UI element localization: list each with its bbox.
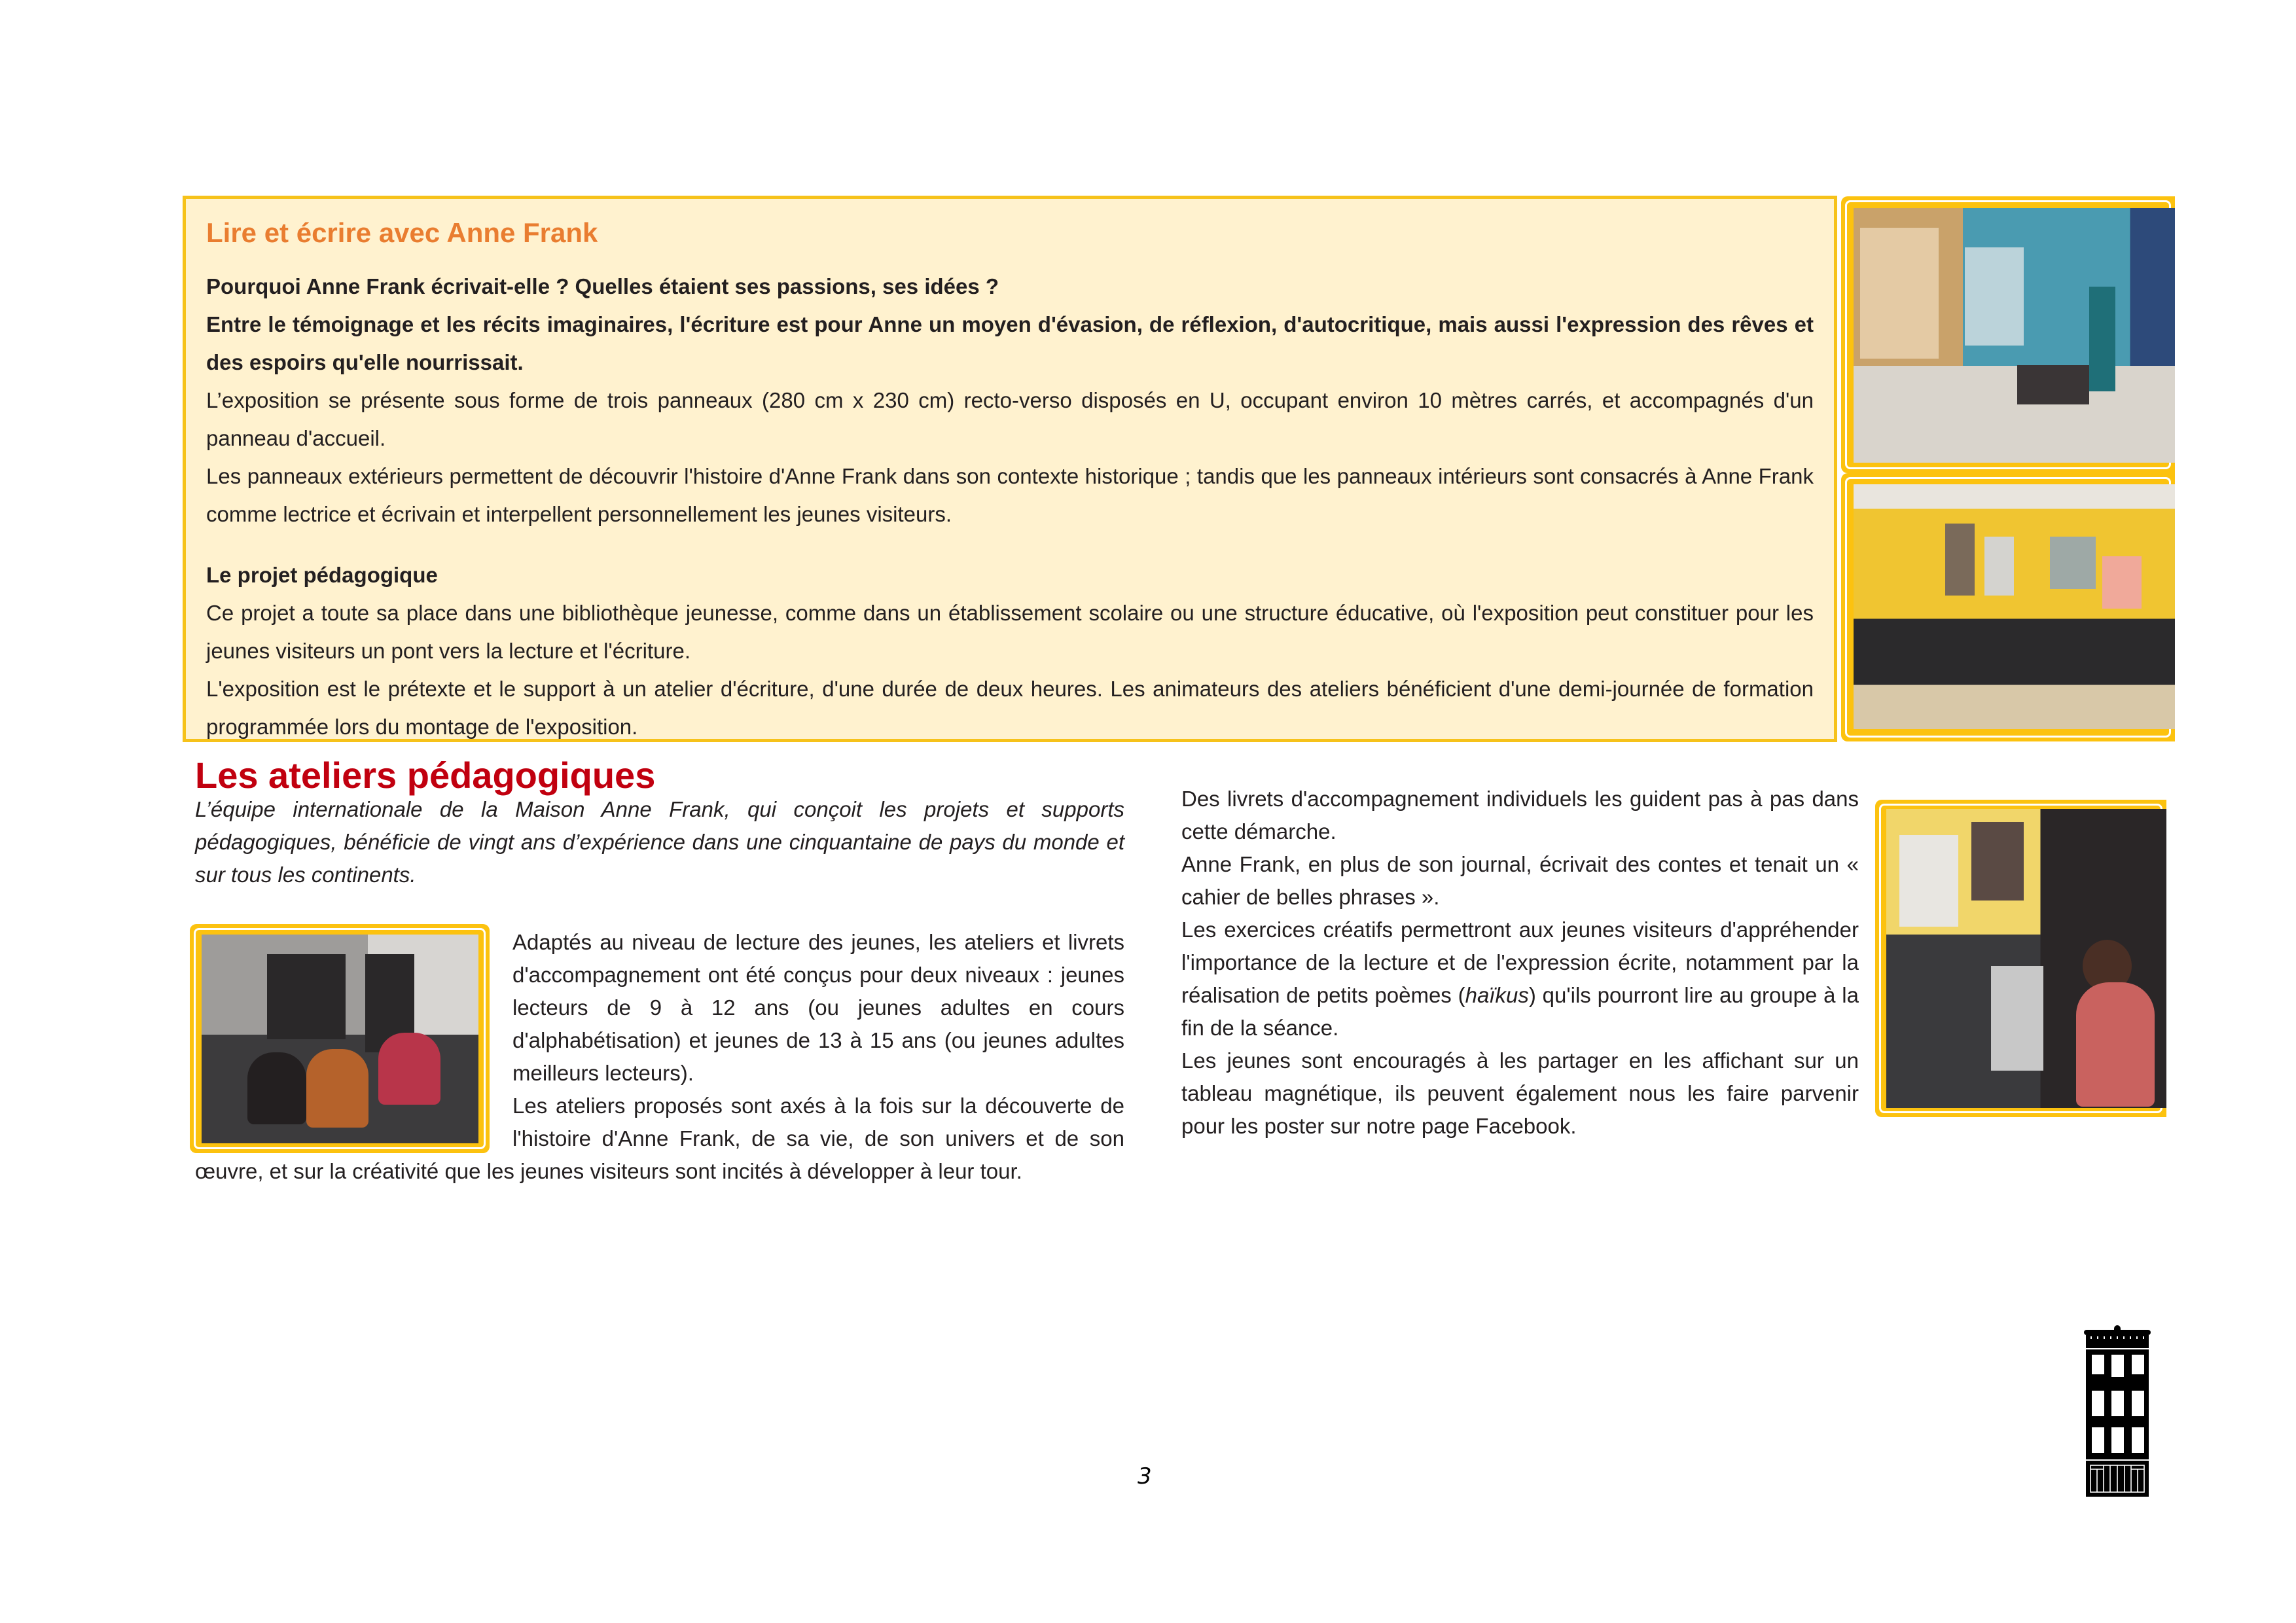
project-section [206,556,1814,742]
workshops-right-text [1181,783,1859,1143]
exhibition-description: L’exposition se présente sous forme de trois panneaux (280 cm x 230 cm) recto-verso disposés en U, occupant environ 10 mètres carrés, et accompagnés d'un panneau d'accueil. [206,388,1814,450]
sharing-paragraph: Les jeunes sont encouragés à les partager en les affichant sur un tableau magnétique, ils peuvent également nous les faire parvenir pour les poster sur notre page Facebook. [1181,1048,1859,1138]
anne-frank-house-logo-icon [2084,1325,2151,1497]
info-box-intro [206,268,1814,533]
levels-paragraph: Adaptés au niveau de lecture des jeunes, les ateliers et livrets d'accompagnement ont été conçus pour deux niveaux : jeunes lecteurs de 9 à 12 ans (ou jeunes adultes en cours d'alphabétisation) et jeunes de 13 à 15 ans (ou jeunes adultes meilleurs lecteurs). [512,930,1124,1085]
workshops-intro: L’équipe internationale de la Maison Anne Frank, qui conçoit les projets et supports pédagogiques, bénéficie de vingt ans d’expérience dans une cinquantaine de pays du monde et sur tous les continents. [195,797,1124,887]
workshops-focus-paragraph: Les ateliers proposés sont axés à la fois sur la découverte de l'histoire d'Anne Frank, de sa vie, de son univers et de son œuvre, et sur la créativité que les jeunes visiteurs sont incités à développer à leur tour. [195,1094,1124,1183]
girl-reading-photo [1886,809,2166,1108]
photo-frame [1875,800,2166,1117]
project-paragraph: L'exposition est le prétexte et le support à un atelier d'écriture, d'une durée de deux heures. Les animateurs des ateliers bénéficient d'une demi-journée de formation programmée lors du montage de l'exposition. [206,677,1814,739]
project-paragraph: Ce projet a toute sa place dans une bibliothèque jeunesse, comme dans un établissement scolaire ou une structure éducative, où l'exposition peut constituer pour les jeunes visiteurs un pont vers la lecture et l'écriture. [206,601,1814,663]
panels-description: Les panneaux extérieurs permettent de découvrir l'histoire d'Anne Frank dans son contexte historique ; tandis que les panneaux intérieurs sont consacrés à Anne Frank comme lectrice et écrivain et interpellent personnellement les jeunes visiteurs. [206,464,1814,526]
anne-writing-paragraph: Anne Frank, en plus de son journal, écrivait des contes et tenait un « cahier de belles phrases ». [1181,852,1859,909]
bold-question: Pourquoi Anne Frank écrivait-elle ? Quelles étaient ses passions, ses idées ? [206,274,999,298]
photo-frame [1841,196,2175,473]
exhibition-photo-visitors [1854,208,2175,463]
page-number: 3 [1138,1463,1152,1489]
exercises-text-end: ) qu'ils pourront lire au groupe à la fin de la séance. [1181,983,1859,1040]
project-heading: Le projet pédagogique [206,563,438,587]
info-box-title: Lire et écrire avec Anne Frank [206,217,598,248]
bold-statement: Entre le témoignage et les récits imaginaires, l'écriture est pour Anne un moyen d'évasion, de réflexion, d'autocritique, mais aussi l'expression des rêves et des espoirs qu'elle nourrissait. [206,312,1814,374]
workshops-left-text [195,926,1124,1188]
workshops-heading: Les ateliers pédagogiques [195,755,656,796]
haikus-term: haïkus [1465,983,1529,1007]
photo-frame [1841,473,2175,741]
exercises-text: Les exercices créatifs permettront aux jeunes visiteurs d'appréhender l'importance de la lecture et de l'expression écrite, notamment par la réalisation de petits poèmes ( [1181,918,1859,1007]
exercises-paragraph [1181,914,1859,1044]
exhibition-photo-panels [1854,484,2175,729]
info-box [183,196,1837,742]
booklets-paragraph: Des livrets d'accompagnement individuels les guident pas à pas dans cette démarche. [1181,787,1859,844]
